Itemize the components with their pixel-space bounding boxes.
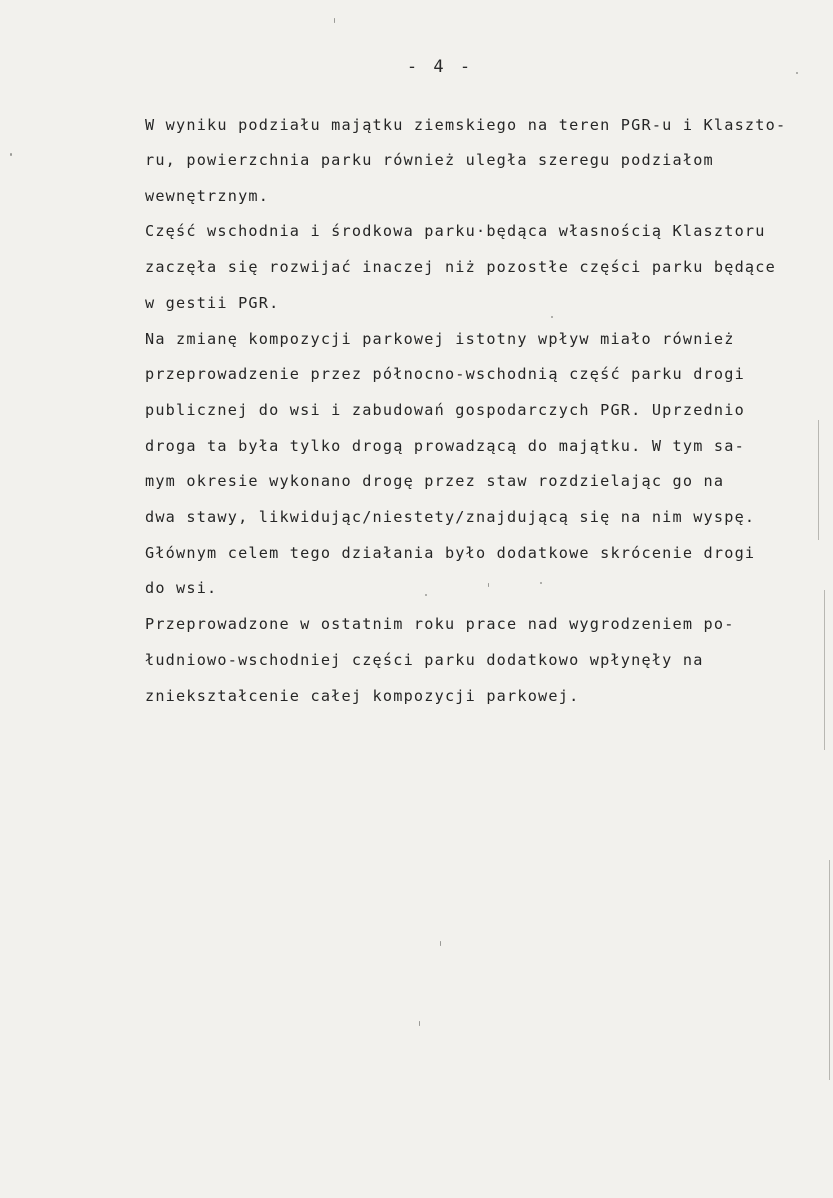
scan-speck bbox=[796, 72, 798, 74]
text-line-2: ru, powierzchnia parku również uległa szeregu podziałom bbox=[145, 151, 714, 169]
scan-speck bbox=[425, 594, 427, 596]
text-line-4: Część wschodnia i środkowa parku·będąca własnością Klasztoru bbox=[145, 222, 766, 240]
text-line-16: łudniowo-wschodniej części parku dodatkowo wpłynęły na bbox=[145, 651, 704, 669]
scan-speck bbox=[488, 583, 489, 587]
text-line-12: dwa stawy, likwidując/niestety/znajdującą się na nim wyspę. bbox=[145, 508, 756, 526]
text-line-1: W wyniku podziału majątku ziemskiego na teren PGR-u i Klaszto- bbox=[145, 116, 787, 134]
text-line-5: zaczęła się rozwijać inaczej niż pozostłe części parku będące bbox=[145, 258, 776, 276]
scan-edge-mark bbox=[824, 590, 825, 750]
page-number: - 4 - bbox=[406, 57, 474, 77]
scan-speck bbox=[540, 582, 542, 584]
scan-edge-mark bbox=[818, 420, 819, 540]
scan-speck bbox=[440, 941, 441, 946]
text-line-9: publicznej do wsi i zabudowań gospodarczych PGR. Uprzednio bbox=[145, 401, 745, 419]
text-line-8: przeprowadzenie przez północno-wschodnią część parku drogi bbox=[145, 365, 745, 383]
scan-edge-mark bbox=[829, 860, 830, 1080]
text-line-11: mym okresie wykonano drogę przez staw rozdzielając go na bbox=[145, 472, 725, 490]
text-line-15: Przeprowadzone w ostatnim roku prace nad wygrodzeniem po- bbox=[145, 615, 735, 633]
text-line-14: do wsi. bbox=[145, 579, 218, 597]
scan-speck bbox=[551, 316, 553, 318]
scan-speck bbox=[334, 18, 335, 23]
text-line-7: Na zmianę kompozycji parkowej istotny wpływ miało również bbox=[145, 330, 735, 348]
text-line-13: Głównym celem tego działania było dodatkowe skrócenie drogi bbox=[145, 544, 756, 562]
text-line-3: wewnętrznym. bbox=[145, 187, 270, 205]
text-line-17: zniekształcenie całej kompozycji parkowej. bbox=[145, 687, 580, 705]
scan-speck bbox=[419, 1021, 420, 1026]
text-line-10: droga ta była tylko drogą prowadzącą do majątku. W tym sa- bbox=[145, 437, 745, 455]
text-line-6: w gestii PGR. bbox=[145, 294, 280, 312]
scan-speck bbox=[10, 153, 12, 156]
